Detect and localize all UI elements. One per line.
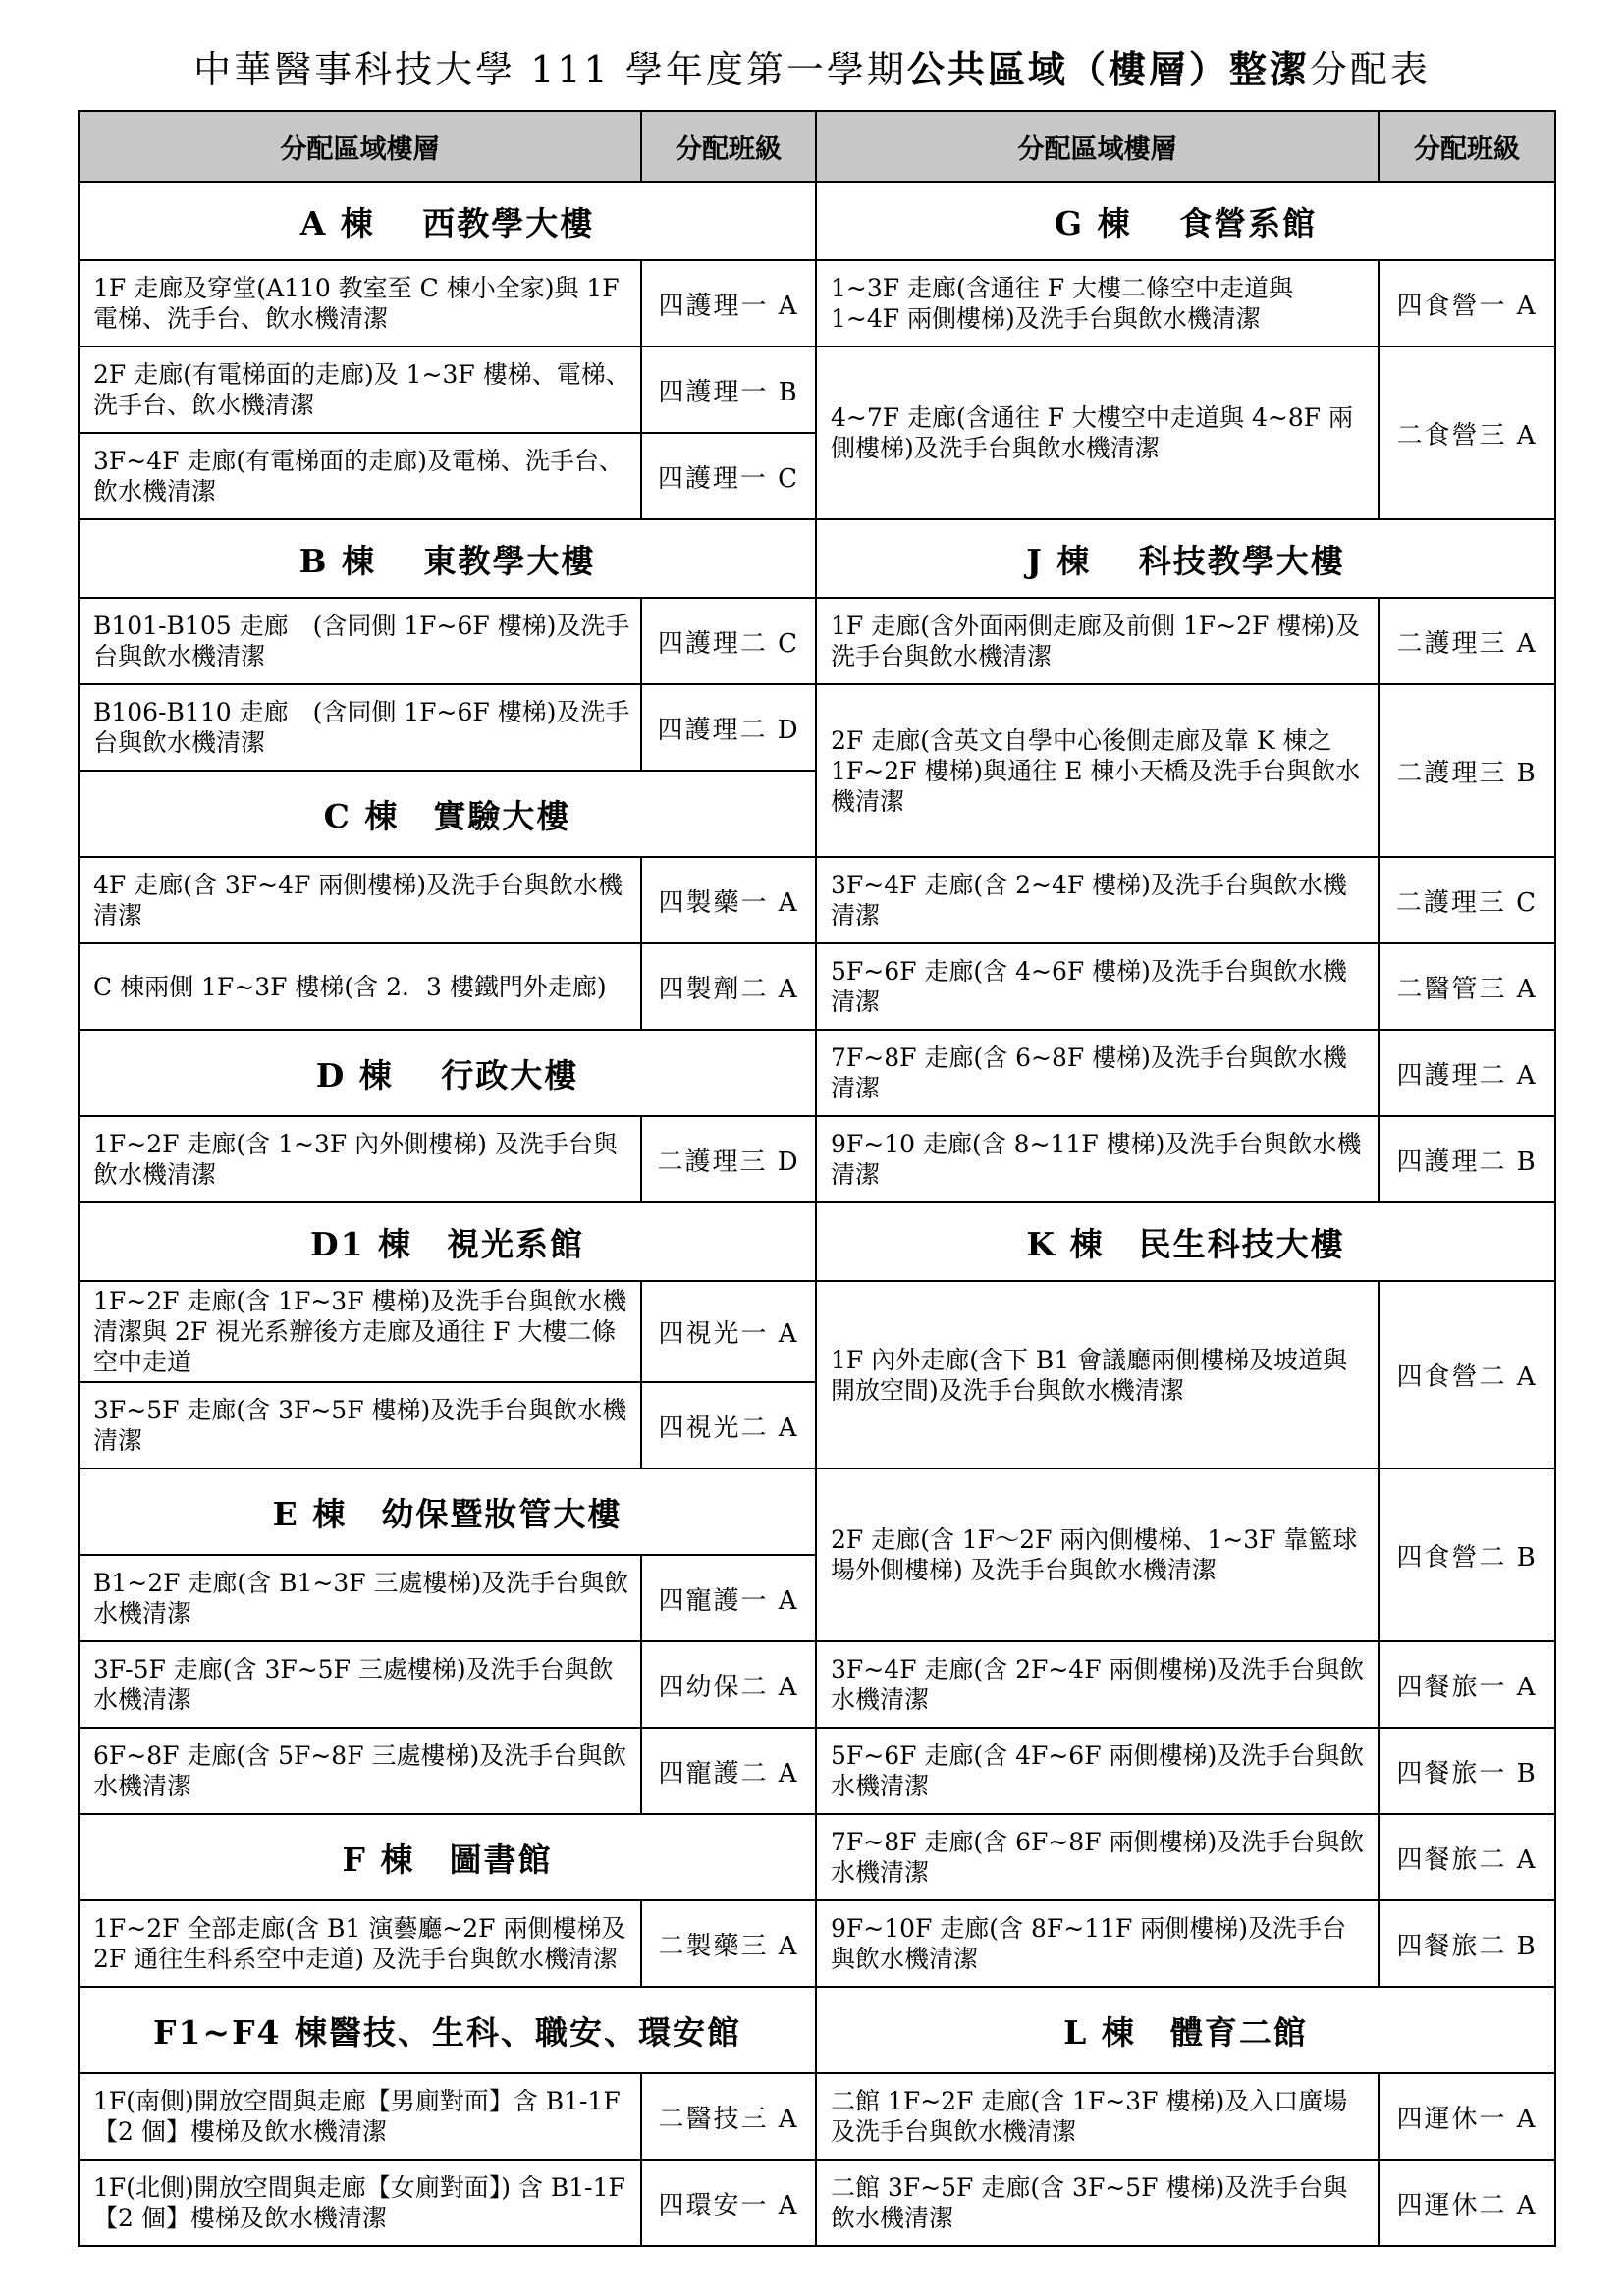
class-cell: 四視光一 A <box>641 1281 816 1382</box>
area-cell: 1F~2F 走廊(含 1~3F 內外側樓梯) 及洗手台與飲水機清潔 <box>79 1116 641 1202</box>
building-k-heading: K 棟 民生科技大樓 <box>816 1202 1555 1281</box>
area-cell: 3F~5F 走廊(含 3F~5F 樓梯)及洗手台與飲水機清潔 <box>79 1382 641 1468</box>
class-cell: 二醫管三 A <box>1379 943 1555 1030</box>
class-cell: 四護理一 B <box>641 347 816 433</box>
table-row <box>79 260 1555 347</box>
building-l-heading: L 棟 體育二館 <box>816 1987 1555 2073</box>
table-row <box>79 1728 1555 1814</box>
table-row <box>79 1900 1555 1987</box>
title-highlight: 公共區域（樓層）整潔 <box>906 47 1310 91</box>
class-cell: 二護理三 B <box>1379 684 1555 857</box>
class-cell: 二護理三 D <box>641 1116 816 1202</box>
table-row <box>79 1030 1555 1116</box>
class-cell: 四護理二 D <box>641 684 816 771</box>
area-cell: 6F~8F 走廊(含 5F~8F 三處樓梯)及洗手台與飲水機清潔 <box>79 1728 641 1814</box>
area-cell: 1F 走廊(含外面兩側走廊及前側 1F~2F 樓梯)及洗手台與飲水機清潔 <box>816 598 1379 684</box>
building-g-heading: G 棟 食營系館 <box>816 182 1555 260</box>
page-title <box>0 39 1624 93</box>
table-row <box>79 1641 1555 1728</box>
area-cell: 4~7F 走廊(含通往 F 大樓空中走道與 4~8F 兩側樓梯)及洗手台與飲水機清潔 <box>816 347 1379 519</box>
class-cell: 四餐旅一 B <box>1379 1728 1555 1814</box>
class-cell: 四寵護二 A <box>641 1728 816 1814</box>
header-area-left: 分配區域樓層 <box>79 111 641 182</box>
building-b-heading: B 棟 東教學大樓 <box>79 519 816 598</box>
area-cell: 4F 走廊(含 3F~4F 兩側樓梯)及洗手台與飲水機清潔 <box>79 857 641 943</box>
header-area-right: 分配區域樓層 <box>816 111 1379 182</box>
header-row <box>79 111 1555 182</box>
table-row <box>79 1814 1555 1900</box>
class-cell: 四食營一 A <box>1379 260 1555 347</box>
class-cell: 四運休一 A <box>1379 2073 1555 2160</box>
class-cell: 二護理三 C <box>1379 857 1555 943</box>
area-cell: 1F 內外走廊(含下 B1 會議廳兩側樓梯及坡道與開放空間)及洗手台與飲水機清潔 <box>816 1281 1379 1468</box>
class-cell: 四幼保二 A <box>641 1641 816 1728</box>
class-cell: 四運休二 A <box>1379 2160 1555 2246</box>
class-cell: 二護理三 A <box>1379 598 1555 684</box>
table-row <box>79 684 1555 771</box>
class-cell: 四護理一 A <box>641 260 816 347</box>
class-cell: 四餐旅一 A <box>1379 1641 1555 1728</box>
title-suffix: 分配表 <box>1309 48 1431 91</box>
class-cell: 四食營二 A <box>1379 1281 1555 1468</box>
building-f1-heading: F1~F4 棟醫技、生科、職安、環安館 <box>79 1987 816 2073</box>
area-cell: 3F~4F 走廊(含 2~4F 樓梯)及洗手台與飲水機清潔 <box>816 857 1379 943</box>
building-j-heading: J 棟 科技教學大樓 <box>816 519 1555 598</box>
building-e-heading: E 棟 幼保暨妝管大樓 <box>79 1468 816 1555</box>
area-cell: 1F~2F 全部走廊(含 B1 演藝廳~2F 兩側樓梯及 2F 通往生科系空中走道) 及洗手台與飲水機清潔 <box>79 1900 641 1987</box>
class-cell: 四製藥一 A <box>641 857 816 943</box>
class-cell: 四護理二 C <box>641 598 816 684</box>
table-row <box>79 1281 1555 1382</box>
table-row <box>79 2160 1555 2246</box>
table-row <box>79 943 1555 1030</box>
class-cell: 四餐旅二 A <box>1379 1814 1555 1900</box>
area-cell: 9F~10 走廊(含 8~11F 樓梯)及洗手台與飲水機清潔 <box>816 1116 1379 1202</box>
area-cell: 1F 走廊及穿堂(A110 教室至 C 棟小全家)與 1F 電梯、洗手台、飲水機清潔 <box>79 260 641 347</box>
class-cell: 四護理二 B <box>1379 1116 1555 1202</box>
class-cell: 二製藥三 A <box>641 1900 816 1987</box>
table-row <box>79 1468 1555 1555</box>
table-row <box>79 598 1555 684</box>
class-cell: 四製劑二 A <box>641 943 816 1030</box>
area-cell: 3F~4F 走廊(有電梯面的走廊)及電梯、洗手台、飲水機清潔 <box>79 433 641 519</box>
header-class-right: 分配班級 <box>1379 111 1555 182</box>
area-cell: 1~3F 走廊(含通往 F 大樓二條空中走道與 1~4F 兩側樓梯)及洗手台與飲水機清潔 <box>816 260 1379 347</box>
building-d1-heading: D1 棟 視光系館 <box>79 1202 816 1281</box>
class-cell: 二食營三 A <box>1379 347 1555 519</box>
area-cell: B1~2F 走廊(含 B1~3F 三處樓梯)及洗手台與飲水機清潔 <box>79 1555 641 1641</box>
class-cell: 四環安一 A <box>641 2160 816 2246</box>
building-f-heading: F 棟 圖書館 <box>79 1814 816 1900</box>
area-cell: B101-B105 走廊 (含同側 1F~6F 樓梯)及洗手台與飲水機清潔 <box>79 598 641 684</box>
area-cell: 二館 1F~2F 走廊(含 1F~3F 樓梯)及入口廣場及洗手台與飲水機清潔 <box>816 2073 1379 2160</box>
table-row <box>79 1202 1555 1281</box>
table-row <box>79 1987 1555 2073</box>
area-cell: 3F-5F 走廊(含 3F~5F 三處樓梯)及洗手台與飲水機清潔 <box>79 1641 641 1728</box>
area-cell: 1F~2F 走廊(含 1F~3F 樓梯)及洗手台與飲水機清潔與 2F 視光系辦後方走廊及通往 F 大樓二條空中走道 <box>79 1281 641 1382</box>
area-cell: 7F~8F 走廊(含 6~8F 樓梯)及洗手台與飲水機清潔 <box>816 1030 1379 1116</box>
area-cell: 9F~10F 走廊(含 8F~11F 兩側樓梯)及洗手台與飲水機清潔 <box>816 1900 1379 1987</box>
table-row <box>79 1116 1555 1202</box>
class-cell: 四護理一 C <box>641 433 816 519</box>
header-class-left: 分配班級 <box>641 111 816 182</box>
area-cell: 5F~6F 走廊(含 4~6F 樓梯)及洗手台與飲水機清潔 <box>816 943 1379 1030</box>
table-row <box>79 519 1555 598</box>
area-cell: 2F 走廊(含 1F～2F 兩內側樓梯、1~3F 靠籃球場外側樓梯) 及洗手台與飲水機清潔 <box>816 1468 1379 1641</box>
class-cell: 四寵護一 A <box>641 1555 816 1641</box>
building-c-heading: C 棟 實驗大樓 <box>79 771 816 857</box>
area-cell: B106-B110 走廊 (含同側 1F~6F 樓梯)及洗手台與飲水機清潔 <box>79 684 641 771</box>
table-row <box>79 2073 1555 2160</box>
title-prefix: 中華醫事科技大學 111 學年度第一學期 <box>193 48 907 91</box>
area-cell: 1F(南側)開放空間與走廊【男廁對面】含 B1-1F【2 個】樓梯及飲水機清潔 <box>79 2073 641 2160</box>
area-cell: 二館 3F~5F 走廊(含 3F~5F 樓梯)及洗手台與飲水機清潔 <box>816 2160 1379 2246</box>
area-cell: 3F~4F 走廊(含 2F~4F 兩側樓梯)及洗手台與飲水機清潔 <box>816 1641 1379 1728</box>
area-cell: 7F~8F 走廊(含 6F~8F 兩側樓梯)及洗手台與飲水機清潔 <box>816 1814 1379 1900</box>
area-cell: 1F(北側)開放空間與走廊【女廁對面】) 含 B1-1F【2 個】樓梯及飲水機清潔 <box>79 2160 641 2246</box>
allocation-table <box>78 110 1556 2247</box>
class-cell: 四餐旅二 B <box>1379 1900 1555 1987</box>
building-d-heading: D 棟 行政大樓 <box>79 1030 816 1116</box>
table-row <box>79 347 1555 433</box>
table-row <box>79 182 1555 260</box>
table-row <box>79 857 1555 943</box>
area-cell: 2F 走廊(含英文自學中心後側走廊及靠 K 棟之 1F~2F 樓梯)與通往 E 棟小天橋及洗手台與飲水機清潔 <box>816 684 1379 857</box>
area-cell: C 棟兩側 1F~3F 樓梯(含 2．3 樓鐵門外走廊) <box>79 943 641 1030</box>
building-a-heading: A 棟 西教學大樓 <box>79 182 816 260</box>
area-cell: 5F~6F 走廊(含 4F~6F 兩側樓梯)及洗手台與飲水機清潔 <box>816 1728 1379 1814</box>
area-cell: 2F 走廊(有電梯面的走廊)及 1~3F 樓梯、電梯、洗手台、飲水機清潔 <box>79 347 641 433</box>
class-cell: 四食營二 B <box>1379 1468 1555 1641</box>
class-cell: 二醫技三 A <box>641 2073 816 2160</box>
class-cell: 四視光二 A <box>641 1382 816 1468</box>
class-cell: 四護理二 A <box>1379 1030 1555 1116</box>
